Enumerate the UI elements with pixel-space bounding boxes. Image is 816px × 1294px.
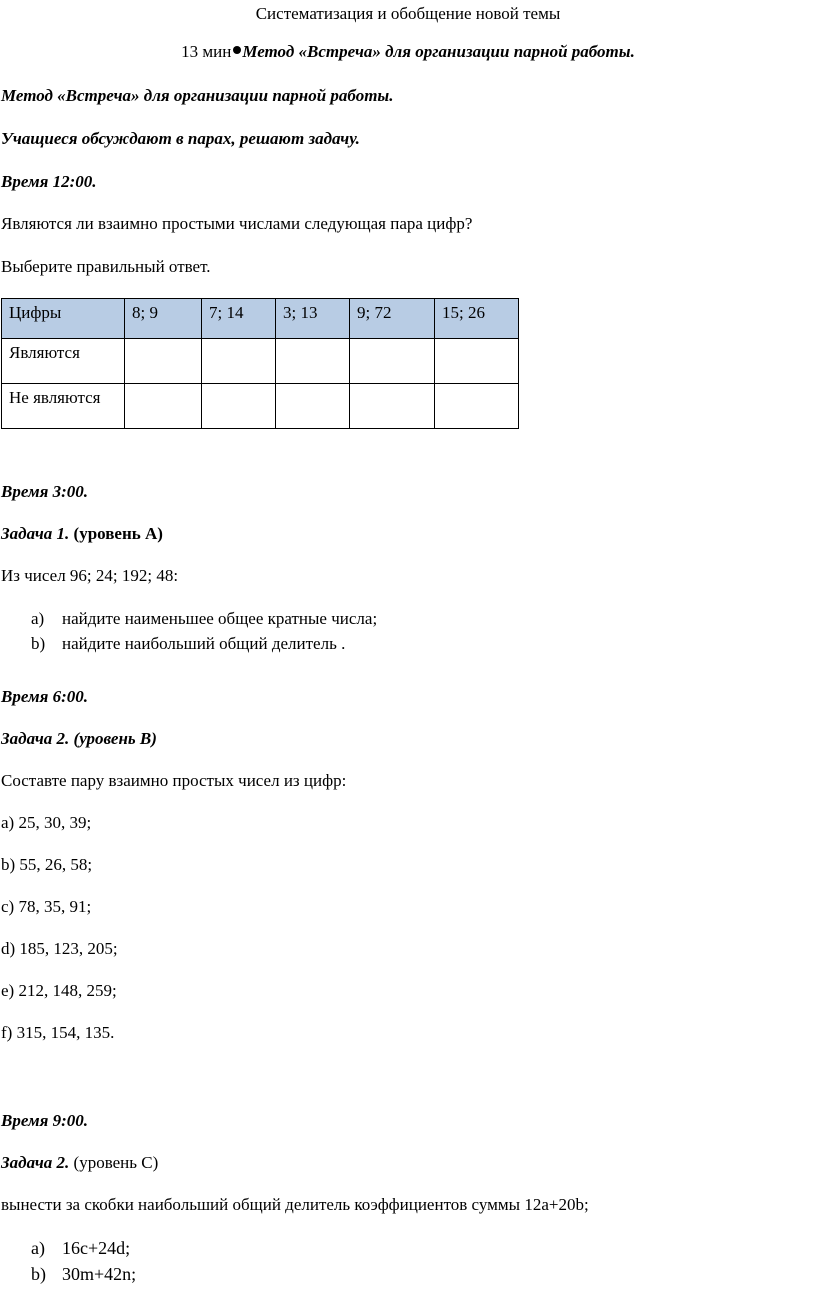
answer-table — [1, 298, 519, 429]
list-text: найдите наименьшее общее кратные числа; — [62, 609, 378, 628]
list-text: 30m+42n; — [62, 1264, 137, 1284]
task3-text: вынести за скобки наибольший общий делитель коэффициентов суммы 12a+20b; — [1, 1195, 589, 1214]
task2-text: Составте пару взаимно простых чисел из цифр: — [1, 771, 347, 790]
list-item — [31, 1264, 136, 1285]
table-cell — [276, 384, 350, 429]
table-cell — [350, 339, 435, 384]
table-cell — [202, 384, 276, 429]
table-row — [2, 339, 519, 384]
table-header-cell: Цифры — [2, 299, 125, 339]
table-header-cell: 7; 14 — [202, 299, 276, 339]
table-cell: Являются — [2, 339, 125, 384]
table-header-row — [2, 299, 519, 339]
list-item: b) 55, 26, 58; — [1, 855, 93, 874]
list-marker: a) — [31, 1238, 45, 1258]
table-header-cell: 9; 72 — [350, 299, 435, 339]
list-marker: b) — [31, 634, 46, 653]
list-item: e) 212, 148, 259; — [1, 981, 117, 1000]
table-cell: Не являются — [2, 384, 125, 429]
time-9: Время 9:00. — [1, 1111, 89, 1130]
time-12: Время 12:00. — [1, 172, 97, 191]
table-cell — [125, 339, 202, 384]
method-heading: Метод «Встреча» для организации парной работы. — [1, 86, 394, 105]
question-text: Являются ли взаимно простыми числами следующая пара цифр? — [1, 214, 473, 233]
table-cell — [435, 384, 519, 429]
table-cell — [276, 339, 350, 384]
table-cell — [125, 384, 202, 429]
list-text: 16c+24d; — [62, 1238, 131, 1258]
table-cell — [202, 339, 276, 384]
bullet-icon — [233, 46, 241, 54]
list-item — [31, 1238, 130, 1259]
task1-text: Из чисел 96; 24; 192; 48: — [1, 566, 179, 585]
task3-level: (уровень С) — [73, 1153, 159, 1172]
subtitle-time: 13 мин — [181, 42, 232, 61]
instruction: Учащиеся обсуждают в парах, решают задачу. — [1, 129, 360, 148]
list-item: a) 25, 30, 39; — [1, 813, 92, 832]
doc-title: Систематизация и обобщение новой темы — [255, 4, 561, 23]
list-marker: a) — [31, 609, 45, 628]
table-header-cell: 8; 9 — [125, 299, 202, 339]
table-cell — [435, 339, 519, 384]
task1-heading — [1, 524, 163, 544]
list-text: найдите наибольший общий делитель . — [62, 634, 346, 653]
table-row — [2, 384, 519, 429]
task3-heading — [1, 1153, 158, 1173]
task2-heading: Задача 2. (уровень В) — [1, 729, 157, 748]
time-3: Время 3:00. — [1, 482, 89, 501]
table-header-cell: 15; 26 — [435, 299, 519, 339]
table-cell — [350, 384, 435, 429]
table-header-cell: 3; 13 — [276, 299, 350, 339]
choose-text: Выберите правильный ответ. — [1, 257, 211, 276]
list-item — [31, 609, 377, 629]
task1-label: Задача 1. — [1, 524, 70, 543]
list-marker: b) — [31, 1264, 46, 1284]
list-item: c) 78, 35, 91; — [1, 897, 92, 916]
doc-subtitle — [0, 42, 816, 62]
subtitle-method: Метод «Встреча» для организации парной работы. — [242, 42, 635, 61]
task1-level: (уровень А) — [73, 524, 163, 543]
list-item: d) 185, 123, 205; — [1, 939, 118, 958]
list-item — [31, 634, 345, 654]
time-6: Время 6:00. — [1, 687, 89, 706]
list-item: f) 315, 154, 135. — [1, 1023, 115, 1042]
task3-label: Задача 2. — [1, 1153, 70, 1172]
